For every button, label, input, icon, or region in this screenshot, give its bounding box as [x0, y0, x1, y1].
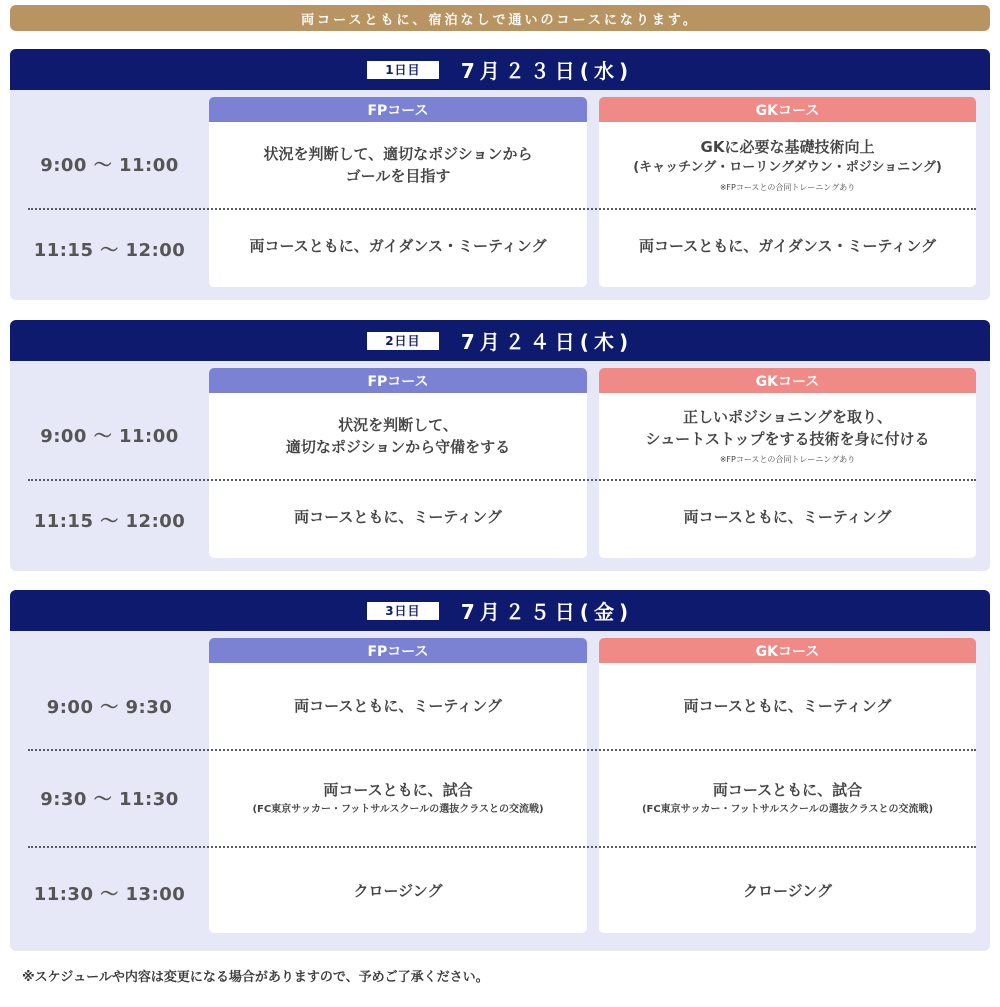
time-slot: 9:00 〜 11:00 [40, 426, 179, 447]
time-slot: 11:30 〜 13:00 [33, 884, 186, 905]
day-badge: 2日目 [367, 332, 439, 350]
fp-activity [209, 663, 587, 749]
activity-line: 両コースともに、ミーティング [683, 508, 892, 526]
fp-activity [209, 848, 587, 933]
day-date: 7月２４日(木) [460, 330, 634, 354]
time-slot: 11:15 〜 12:00 [33, 240, 186, 261]
time-slot: 9:00 〜 11:00 [40, 155, 179, 176]
fp-activity [209, 751, 587, 845]
notice-banner: 両コースともに、宿泊なしで通いのコースになります。 [10, 5, 990, 31]
activity-subtitle: (キャッチング・ローリングダウン・ポジショニング) [633, 159, 942, 175]
activity-line: クロージング [742, 881, 833, 900]
gk-activity [599, 663, 976, 749]
fp-activity [209, 481, 587, 553]
day-header [10, 320, 990, 361]
activity-line: 適切なポジションから守備をする [285, 438, 511, 456]
gk-activity [599, 848, 976, 933]
activity-note: (FC東京サッカー・フットサルスクールの選抜クラスとの交流戦) [641, 804, 934, 815]
activity-line: 両コースともに、ガイダンス・ミーティング [249, 237, 547, 255]
day-2-schedule [10, 320, 990, 571]
gk-activity [599, 393, 976, 479]
fp-course-header: FPコース [209, 97, 587, 122]
day-header [10, 590, 990, 631]
activity-line: ゴールを目指す [345, 167, 451, 185]
gk-activity [599, 122, 976, 208]
day-badge: 3日目 [367, 602, 439, 620]
gk-activity [599, 210, 976, 282]
fp-activity [209, 393, 587, 479]
activity-note: ※FPコースとの合同トレーニングあり [719, 454, 856, 464]
activity-line: クロージング [353, 881, 443, 900]
day-header [10, 49, 990, 90]
activity-line: 両コースともに、試合 [712, 781, 863, 799]
gk-course-header: GKコース [599, 638, 976, 663]
activity-line: 正しいポジショニングを取り、 [682, 407, 893, 426]
gk-activity [599, 481, 976, 553]
time-slot: 9:30 〜 11:30 [40, 789, 179, 810]
activity-line: 状況を判断して、適切なポジションから [263, 145, 533, 163]
activity-line: シュートストップをする技術を身に付ける [645, 429, 930, 448]
day-badge: 1日目 [367, 61, 439, 79]
schedule-change-footnote: ※スケジュールや内容は変更になる場合がありますので、予めご了承ください。 [22, 970, 489, 985]
time-slot: 9:00 〜 9:30 [46, 697, 173, 718]
fp-activity [209, 122, 587, 208]
activity-line: 状況を判断して、 [338, 416, 458, 434]
activity-title: GKに必要な基礎技術向上 [700, 137, 875, 156]
activity-note: (FC東京サッカー・フットサルスクールの選抜クラスとの交流戦) [252, 804, 544, 815]
fp-activity [209, 210, 587, 282]
day-3-schedule [10, 590, 990, 951]
day-date: 7月２５日(金) [460, 600, 634, 624]
activity-line: 両コースともに、試合 [323, 781, 473, 799]
activity-line: 両コースともに、ガイダンス・ミーティング [638, 237, 936, 255]
day-1-schedule [10, 49, 990, 300]
day-date: 7月２３日(水) [460, 59, 634, 83]
activity-line: 両コースともに、ミーティング [683, 697, 892, 715]
activity-line: 両コースともに、ミーティング [294, 697, 502, 715]
gk-activity [599, 751, 976, 845]
gk-course-header: GKコース [599, 97, 976, 122]
fp-course-header: FPコース [209, 638, 587, 663]
gk-course-header: GKコース [599, 368, 976, 393]
time-slot: 11:15 〜 12:00 [33, 511, 186, 532]
activity-note: ※FPコースとの合同トレーニングあり [719, 182, 856, 192]
activity-line: 両コースともに、ミーティング [294, 508, 502, 526]
fp-course-header: FPコース [209, 368, 587, 393]
